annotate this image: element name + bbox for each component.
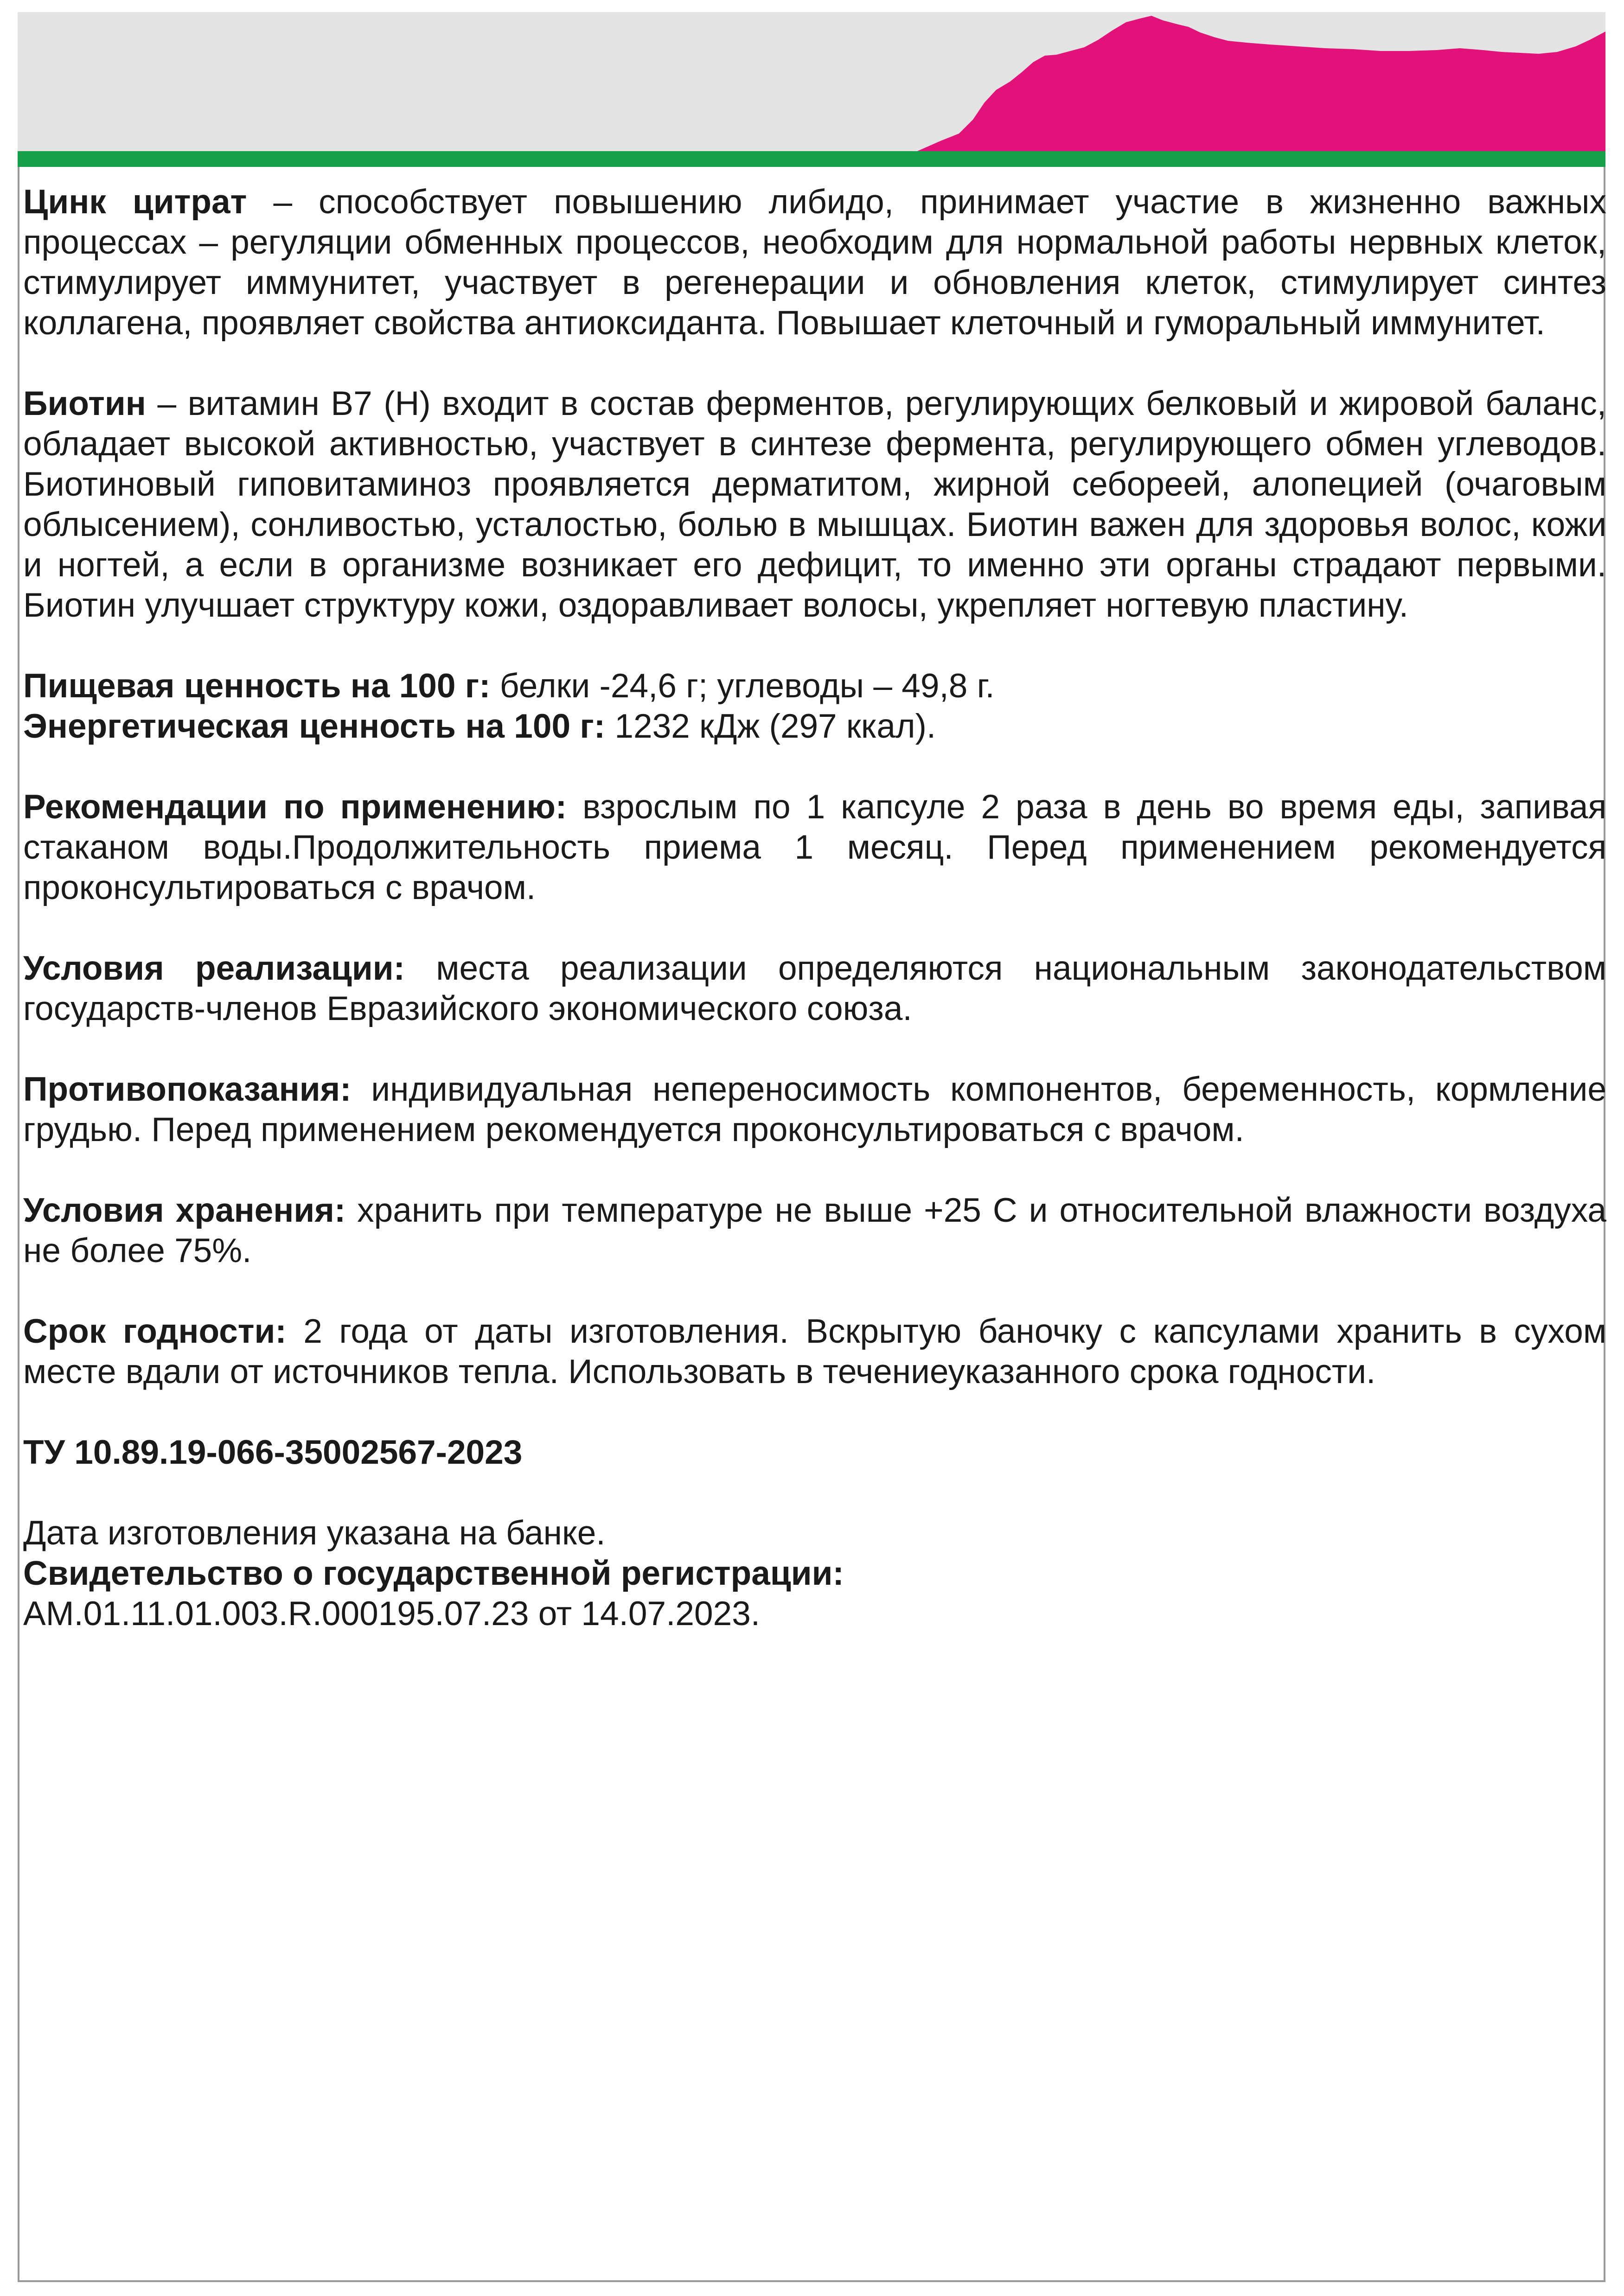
usage-paragraph [23,787,1606,908]
registration-number: АМ.01.11.01.003.R.000195.07.23 от 14.07.2023. [23,1595,761,1633]
sale-label: Условия реализации: [23,950,405,987]
zinc-label: Цинк цитрат [23,183,247,221]
mountain-graphic [18,12,1605,151]
nutrition-paragraph [23,666,1606,706]
shelf-label: Срок годности: [23,1313,287,1350]
contra-paragraph [23,1069,1606,1150]
energy-label: Энергетическая ценность на 100 г: [23,708,606,745]
tu-label: ТУ 10.89.19-066-35002567-2023 [23,1434,523,1471]
label-text [23,182,1606,1634]
biotin-text: – витамин В7 (Н) входит в состав ферментов, регулирующих белковый и жировой баланс, обладает высокой активностью, участвует в синтезе фермента, регулирующего обмен углеводов. Биотиновый гиповитаминоз проявляется дерматитом, жирной себореей, алопецией (очаговым облысением), сонливостью, усталостью, болью в мышцах. Биотин важен для здоровья волос, кожи и ногтей, а если в организме возникает его дефицит, то именно эти органы страдают первыми. Биотин улучшает структуру кожи, оздоравливает волосы, укрепляет ногтевую пластину. [23,385,1606,624]
nutrition-label: Пищевая ценность на 100 г: [23,667,491,705]
energy-text: 1232 кДж (297 ккал). [605,708,936,745]
storage-label: Условия хранения: [23,1192,346,1229]
storage-text: хранить при температуре не выше +25 С и относительной влажности воздуха не более 75%. [23,1192,1607,1269]
green-divider-bar [18,151,1605,167]
shelf-text: 2 года от даты изготовления. Вскрытую баночку с капсулами хранить в сухом месте вдали от источников тепла. Использовать в течениеуказанного срока годности. [23,1313,1607,1390]
usage-text: взрослым по 1 капсуле 2 раза в день во время еды, запивая стаканом воды.Продолжительность приема 1 месяц. Перед применением рекомендуется проконсультироваться с врачом. [23,788,1606,906]
zinc-text: – способствует повышению либидо, принимает участие в жизненно важных процессах – регуляции обменных процессов, необходим для нормальной работы нервных клеток, стимулирует иммунитет, участвует в регенерации и обновления клеток, стимулирует синтез коллагена, проявляет свойства антиоксиданта. Повышает клеточный и гуморальный иммунитет. [23,183,1606,342]
contra-label: Противопоказания: [23,1071,352,1108]
nutrition-text: белки -24,6 г; углеводы – 49,8 г. [490,667,995,705]
usage-label: Рекомендации по применению: [23,788,567,826]
contra-text: индивидуальная непереносимость компонентов, беременность, кормление грудью. Перед применением рекомендуется проконсультироваться с врачом. [23,1071,1606,1148]
date-note: Дата изготовления указана на банке. [23,1514,606,1552]
registration-label-line [23,1553,1606,1594]
energy-paragraph [23,706,1606,746]
storage-paragraph [23,1190,1606,1271]
sale-text: места реализации определяются национальным законодательством государств-членов Евразийского экономического союза. [23,950,1606,1027]
registration-label: Свидетельство о государственной регистрации: [23,1555,844,1592]
sale-paragraph [23,948,1606,1029]
zinc-paragraph [23,182,1606,343]
mountain-silhouette [917,16,1605,151]
tu-paragraph [23,1432,1606,1473]
biotin-paragraph [23,383,1606,625]
biotin-label: Биотин [23,385,146,422]
shelf-paragraph [23,1311,1606,1392]
